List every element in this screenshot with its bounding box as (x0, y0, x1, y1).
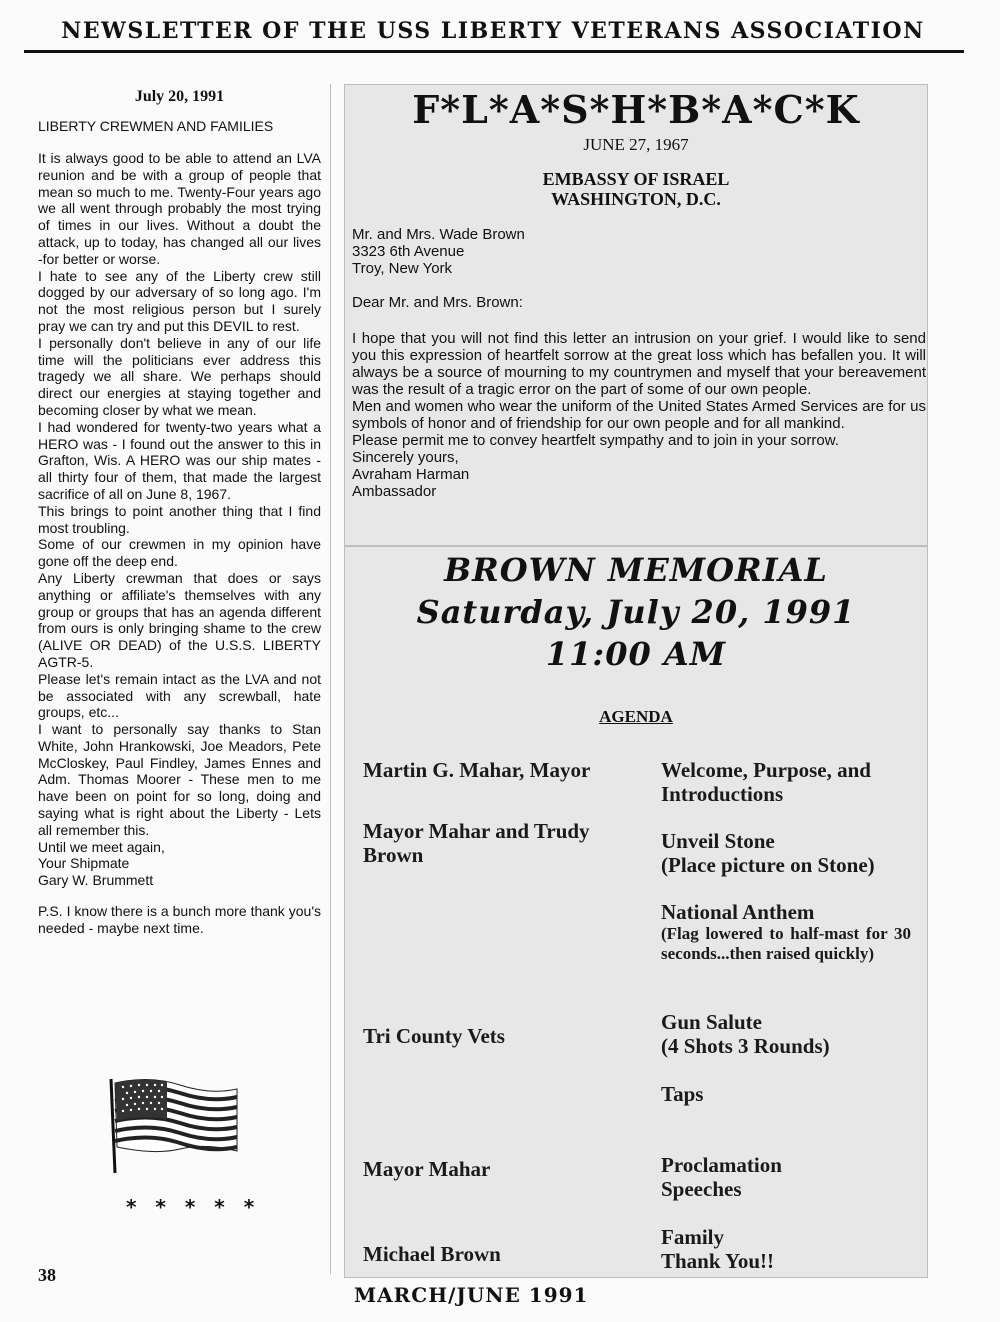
agenda-item-note: (Flag lowered to half-mast for 30 seconds...then raised quickly) (661, 924, 911, 963)
letter-column (38, 88, 321, 937)
embassy-letter-paragraph: Please permit me to convey heartfelt sympathy and to join in your sorrow. (352, 432, 839, 449)
embassy-letter-body (352, 330, 926, 500)
signoff-title: Ambassador (352, 483, 437, 500)
agenda-item-note: (Place picture on Stone) (661, 853, 875, 877)
agenda-heading: AGENDA (599, 707, 673, 726)
address-line: Mr. and Mrs. Wade Brown (352, 226, 525, 243)
address-line: 3323 6th Avenue (352, 243, 465, 260)
letter-postscript: P.S. I know there is a bunch more thank you's needed - maybe next time. (38, 903, 321, 936)
agenda-item (661, 758, 911, 806)
header-rule (24, 50, 964, 53)
flashback-box (344, 84, 928, 546)
memorial-date: Saturday, July 20, 1991 (416, 593, 856, 631)
column-divider (330, 84, 331, 1274)
stars-divider: * * * * * (126, 1195, 261, 1219)
page-number: 38 (38, 1265, 56, 1285)
embassy-name: EMBASSY OF ISRAEL (542, 169, 730, 189)
agenda-item (661, 1082, 911, 1106)
agenda-item-title: Welcome, Purpose, and Introductions (661, 758, 871, 806)
agenda-item (661, 829, 911, 877)
letter-paragraph: It is always good to be able to attend an LVA reunion and be with a group of people that mean so much to me. Twenty-Four years ago we all went through probably the most trying of times in our lives. Without a doubt the attack, up to today, has changed all our lives -for better or worse. (38, 150, 321, 267)
agenda-speaker: Michael Brown (363, 1242, 501, 1266)
letter-closing-line: Your Shipmate (38, 855, 130, 872)
memorial-title: BROWN MEMORIAL (444, 551, 828, 589)
flashback-title: F*L*A*S*H*B*A*C*K (412, 87, 860, 132)
agenda-item (661, 900, 911, 964)
agenda-item (661, 1153, 911, 1201)
issue-date: MARCH/JUNE 1991 (354, 1283, 589, 1307)
embassy-letter-paragraph: Men and women who wear the uniform of the United States Armed Services are for us symbols of honor and of friendship for our own people and for all mankind. (352, 398, 926, 432)
signoff-name: Avraham Harman (352, 466, 470, 483)
agenda-item-title: Gun Salute (661, 1010, 762, 1034)
letter-greeting: Dear Mr. and Mrs. Brown: (352, 294, 523, 311)
letter-paragraph: Any Liberty crewman that does or says anything or affiliate's themselves with any group or groups that has an agenda different from ours is only bringing shame to the crew (ALIVE OR DEAD) of the U.S.S. LIBERTY AGTR-5. (38, 569, 321, 670)
letter-paragraph: I personally don't believe in any of our life time will the politicians ever address this tragedy we all share. We perhaps should direct our energies at staying together and becoming closer by what we mean. (38, 334, 321, 418)
letter-paragraph: Please let's remain intact as the LVA and not be associated with any screwball, hate groups, etc... (38, 670, 321, 721)
address-line: Troy, New York (352, 260, 453, 277)
agenda-item (661, 1010, 911, 1058)
agenda-item-title: Unveil Stone (661, 829, 775, 853)
letter-paragraph: This brings to point another thing that I find most troubling. (38, 502, 321, 536)
agenda-item-title: Taps (661, 1082, 704, 1106)
letter-paragraph: I had wondered for twenty-two years what a HERO was - I found out the answer to this in Grafton, Wis. A HERO was our ship mates - all thirty four of them, that made the largest sacrifice of all on June 8, 1967. (38, 418, 321, 502)
agenda-item-note: Speeches (661, 1177, 742, 1201)
letter-closing-line: Until we meet again, (38, 838, 165, 855)
letter-paragraph: Some of our crewmen in my opinion have gone off the deep end. (38, 536, 321, 570)
agenda-speaker: Mayor Mahar (363, 1157, 491, 1181)
agenda-item-title: Proclamation (661, 1153, 782, 1177)
memorial-box (344, 546, 928, 1278)
embassy-letter-paragraph: I hope that you will not find this letter an intrusion on your grief. I would like to send you this expression of heartfelt sorrow at the great loss which has befallen you. It will always be a source of mourning to my countrymen and myself that your bereavement was the result of a tragic error on the part of some of our own people. (352, 330, 926, 398)
agenda-item-note: Thank You!! (661, 1249, 775, 1273)
letter-date: July 20, 1991 (134, 88, 225, 105)
embassy-city: WASHINGTON, D.C. (551, 189, 721, 209)
letter-signature: Gary W. Brummett (38, 872, 154, 889)
memorial-time: 11:00 AM (545, 635, 727, 673)
agenda-item-title: Family (661, 1225, 724, 1249)
embassy-heading (345, 169, 927, 209)
agenda-speaker: Martin G. Mahar, Mayor (363, 758, 591, 782)
agenda-item-note: (4 Shots 3 Rounds) (661, 1034, 830, 1058)
signoff-line: Sincerely yours, (352, 449, 459, 466)
agenda-item-title: National Anthem (661, 900, 815, 924)
letter-salutation: LIBERTY CREWMEN AND FAMILIES (38, 118, 274, 134)
letter-paragraph: I hate to see any of the Liberty crew still dogged by our adversary of so long ago. I'm not the most religious person but I surely pray we can try and put this DEVIL to rest. (38, 267, 321, 334)
recipient-address (352, 226, 922, 277)
agenda-item (661, 1225, 911, 1273)
flashback-date: JUNE 27, 1967 (583, 135, 689, 154)
letter-paragraph: I want to personally say thanks to Stan White, John Hrankowski, Joe Meadors, Pete McCloskey, Paul Findley, James Ennes and Adm. Thomas Moorer - These men to me have been on point for so long, doing and saying what is right about the Liberty - Lets all remember this. (38, 721, 321, 838)
newsletter-title: NEWSLETTER OF THE USS LIBERTY VETERANS ASSOCIATION (61, 18, 925, 44)
american-flag-icon (105, 1075, 245, 1175)
agenda-speaker: Tri County Vets (363, 1024, 505, 1048)
agenda-speaker: Mayor Mahar and Trudy Brown (363, 819, 590, 867)
